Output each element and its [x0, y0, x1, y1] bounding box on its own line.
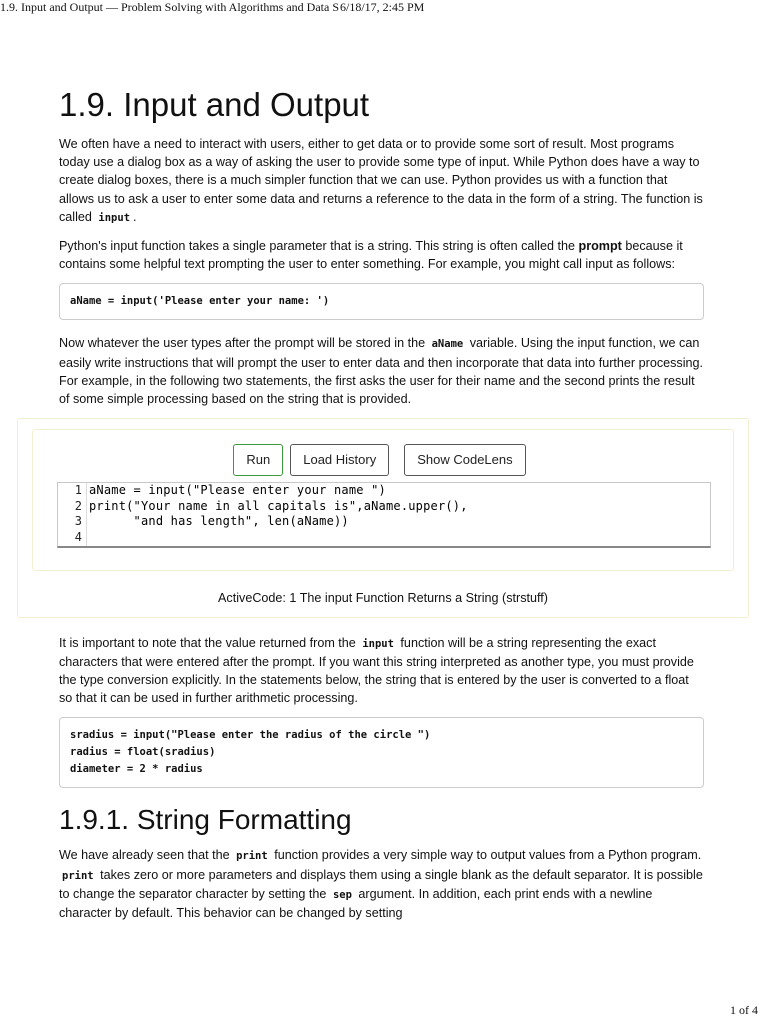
- intro-paragraph-3: [59, 334, 704, 408]
- editor-line[interactable]: [58, 530, 710, 546]
- inline-code-sep: sep: [332, 888, 352, 901]
- section-paragraph-a: We have already seen that the: [59, 848, 234, 863]
- print-header: [0, 0, 768, 14]
- activecode-widget: [17, 418, 749, 617]
- show-codelens-button[interactable]: Show CodeLens: [404, 444, 525, 476]
- line-number: 1: [58, 483, 87, 499]
- intro-paragraph-2-text: Python's input function takes a single parameter that is a string. This string is often called the: [59, 239, 579, 254]
- line-number: 3: [58, 514, 87, 530]
- intro-paragraph-3-text: Now whatever the user types after the prompt will be stored in the: [59, 336, 429, 351]
- main-content: [59, 84, 704, 932]
- print-header-timestamp: 6/18/17, 2:45 PM: [340, 0, 425, 14]
- section-paragraph-d: argument. In addition, each print ends with a newline character by default. This behavior can be changed by setting: [59, 886, 653, 921]
- inline-code-input: input: [362, 637, 394, 650]
- followup-paragraph: [59, 634, 704, 708]
- page-title: 1.9. Input and Output: [59, 86, 370, 123]
- code-example-radius: sradius = input("Please enter the radius of the circle ") radius = float(sradius) diameter = 2 * radius: [59, 717, 704, 788]
- intro-paragraph-2-end: because it contains some helpful text prompting the user to enter something. For example, you might call input as follows:: [59, 239, 683, 272]
- editor-line[interactable]: [58, 483, 710, 499]
- activecode-panel: [32, 429, 734, 570]
- section-paragraph-b: function provides a very simple way to output values from a Python program.: [270, 848, 702, 863]
- line-code[interactable]: aName = input("Please enter your name "): [89, 483, 386, 498]
- section-title: 1.9.1. String Formatting: [59, 804, 352, 836]
- activecode-caption: ActiveCode: 1 The input Function Returns a String (strstuff): [218, 590, 548, 605]
- section-paragraph-c: takes zero or more parameters and displays them using a single blank as the default separator. It is possible to change the separator character by setting the: [59, 867, 703, 901]
- print-header-title: 1.9. Input and Output — Problem Solving with Algorithms and Data S: [0, 0, 339, 14]
- editor-line[interactable]: [58, 499, 710, 515]
- prompt-term: prompt: [578, 239, 622, 254]
- line-number: 2: [58, 499, 87, 515]
- page-number: 1 of 4: [730, 1003, 758, 1017]
- line-code[interactable]: "and has length", len(aName)): [89, 514, 349, 529]
- intro-paragraph-2: [59, 237, 704, 273]
- intro-paragraph-1: [59, 135, 704, 227]
- followup-paragraph-text: It is important to note that the value returned from the: [59, 635, 360, 650]
- line-code[interactable]: print("Your name in all capitals is",aName.upper(),: [89, 498, 468, 513]
- followup-paragraph-end: function will be a string representing the exact characters that were entered after the prompt. If you want this string interpreted as another type, you must provide the type conversion explicitly. In the statements below, the string that is entered by the user is converted to a float so that it can be used in further arithmetic processing.: [59, 635, 694, 706]
- inline-code-input: input: [98, 211, 131, 224]
- section-paragraph: [59, 846, 704, 922]
- activecode-toolbar: [33, 444, 733, 476]
- editor-line[interactable]: [58, 514, 710, 530]
- code-example-input: aName = input('Please enter your name: '): [59, 283, 704, 320]
- load-history-button[interactable]: Load History: [290, 444, 389, 476]
- code-editor[interactable]: [57, 482, 711, 547]
- inline-code-print: print: [62, 869, 94, 882]
- intro-paragraph-3-end: variable. Using the input function, we can easily write instructions that will prompt the user to enter data and then incorporate that data into further processing. For example, in the following two statements, the first asks the user for their name and the second prints the result of some simple processing based on the string that is provided.: [59, 336, 704, 407]
- intro-paragraph-1-text: We often have a need to interact with users, either to get data or to provide some sort of result. Most programs today use a dialog box as a way of asking the user to provide some type of input. While Python does have a way to create dialog boxes, there is a much simpler function that we can use. Python provides us with a function that allows us to ask a user to enter some data and returns a reference to the data in the form of a string. The function is called: [59, 137, 703, 224]
- inline-code-aname: aName: [431, 338, 464, 351]
- line-number: 4: [58, 530, 87, 546]
- inline-code-print: print: [236, 850, 268, 863]
- line-code[interactable]: [87, 530, 89, 546]
- run-button[interactable]: Run: [233, 444, 283, 476]
- intro-paragraph-1-end: .: [133, 209, 137, 224]
